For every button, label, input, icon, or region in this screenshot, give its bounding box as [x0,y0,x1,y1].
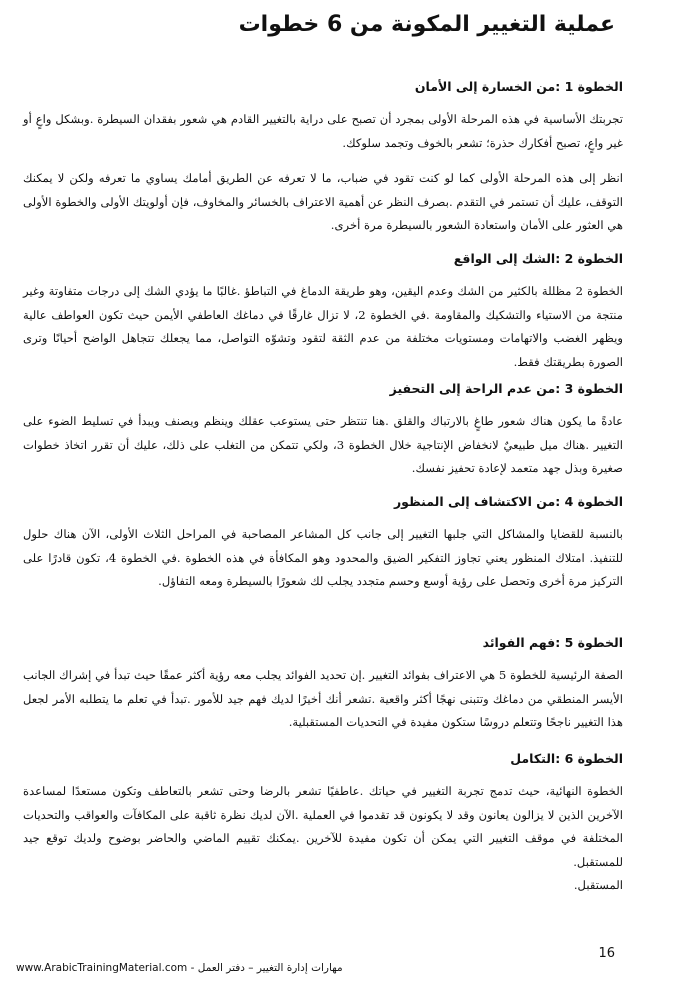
section-paragraph: تجربتك الأساسية في هذه المرحلة الأولى بمجرد أن تصبح على دراية بالتغيير القادم هي شعور بفقدان السيطرة .وبشكل واعٍ أو غير واعٍ، تصبح أفكارك حذرة؛ تشعر بالخوف وتجمد سلوكك. [23,112,623,150]
section-paragraph: الصفة الرئيسية للخطوة 5 هي الاعتراف بفوائد التغيير .إن تحديد الفوائد يجلب معه رؤية أكثر عمقًا حيث تبدأ في إشراك الجانب الأيسر المنطقي من دماغك وتتبنى نهجًا أكثر واقعية .تشعر أنك أخيرًا لديك فهم جيد للأمور .تبدأ في تعلم ما يتطلبه الأمر لجعل هذا التغيير ناجحًا وتتعلم دروسًا ستكون مفيدة في التحديات المستقبلية. [23,668,623,729]
section-step-2 [23,250,623,374]
section-paragraph: انظر إلى هذه المرحلة الأولى كما لو كنت تقود في ضباب، ما لا تعرفه عن الطريق أمامك يساوي ما تعرفه ولكن لا يمكنك التوقف، عليك أن تستمر في التقدم .بصرف النظر عن أهمية الاعتراف بالخسائر والمخاوف، فإن أولويتك الأولى والخطوة الأولى هي العثور على الأمان واستعادة الشعور بالسيطرة مرة أخرى. [23,171,623,232]
section-heading: الخطوة 6 :التكامل [510,751,623,766]
section-heading: الخطوة 5 :فهم الفوائد [482,635,623,650]
section-heading: الخطوة 4 :من الاكتشاف إلى المنظور [393,494,623,509]
section-paragraph: المستقبل. [573,878,623,892]
section-step-4 [23,493,623,594]
section-heading: الخطوة 2 :الشك إلى الواقع [453,251,623,266]
section-step-6 [23,750,623,898]
section-paragraph: الخطوة 2 مظللة بالكثير من الشك وعدم اليقين، وهو طريقة الدماغ في التباطؤ .غالبًا ما يؤدي الشك إلى درجات متفاوتة وغير منتجة من الاستياء والتشكيك والمقاومة .في الخطوة 2، لا تزال غارقًا في دماغك العاطفي الأيمن حيث تكون العواطف عالية ويظهر الغضب والاتهامات ومستويات مختلفة من عدم الثقة لتقود وتشوّه التواصل، مما يجعلك تتجاهل الواضح أحيانًا وترى الصورة بطريقتك فقط. [23,284,623,369]
section-heading: الخطوة 1 :من الخسارة إلى الأمان [414,79,623,94]
document-title: عملية التغيير المكونة من 6 خطوات [238,12,615,37]
footer-text: www.ArabicTrainingMaterial.com - مهارات إدارة التغيير – دفتر العمل [16,962,343,974]
section-step-5 [23,634,623,735]
section-step-1 [23,78,623,238]
section-paragraph: عادةً ما يكون هناك شعور طاغٍ بالارتباك والقلق .هنا تنتظر حتى يستوعب عقلك وينظم ويصنف ويبدأ في تسليط الضوء على التغيير .هناك ميل طبيعيٌ لانخفاض الإنتاجية خلال الخطوة 3، ولكي تتمكن من التغلب على ذلك، عليك أن تقرر اتخاذ خطوات صغيرة وبذل جهد متعمد لإعادة تحفيز نفسك. [23,414,623,475]
section-paragraph: الخطوة النهائية، حيث تدمج تجربة التغيير في حياتك .عاطفيًا تشعر بالرضا وحتى تشعر بالتعاطف وتكون مستعدًا لمساعدة الآخرين الذين لا يزالون يعانون وقد لا يكونون قد تقدموا في العملية .الآن لديك نظرة ثاقبة على المكافآت والعواقب والتحديات المختلفة في موقف التغيير التي يمكن أن تكون مفيدة للآخرين .يمكنك تقييم الماضي والحاضر بوضوح ولديك توقع جيد للمستقبل. [23,784,623,869]
section-step-3 [23,380,623,481]
section-paragraph: بالنسبة للقضايا والمشاكل التي جلبها التغيير إلى جانب كل المشاعر المصاحبة في المراحل الثلاث الأولى، الآن هناك حلول للتنفيذ. امتلاك المنظور يعني تجاوز التفكير الضيق والمحدود وهو المكافأة في هذه الخطوة .في الخطوة 4، تكون قادرًا على التركيز مرة أخرى وتحصل على رؤية أوسع وحسم متجدد يجلب لك شعورًا بالسيطرة ومعه التفاؤل. [23,527,623,588]
page-number: 16 [598,946,615,961]
section-heading: الخطوة 3 :من عدم الراحة إلى التحفيز [389,381,623,396]
